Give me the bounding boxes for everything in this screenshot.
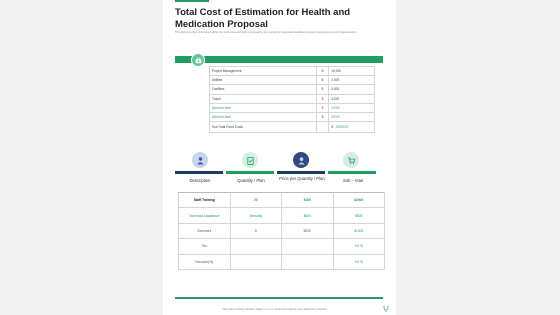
detail-subtotal: XX % [333, 254, 385, 269]
cost-currency: $ [316, 103, 329, 112]
medical-kit-icon [191, 53, 205, 67]
detail-price: $200 [282, 223, 333, 238]
clipboard-icon [242, 152, 258, 168]
detail-description: Tax [179, 239, 231, 254]
detail-subtotal: $500 [333, 208, 385, 223]
header-subtotal: Sub – total [342, 178, 364, 183]
top-accent-line [175, 0, 209, 2]
cost-label: Project Management [210, 67, 317, 76]
detail-description: Discount(%) [179, 254, 231, 269]
total-currency: $ [331, 125, 334, 130]
cost-label: Add text here [210, 112, 317, 121]
detail-row [179, 208, 385, 223]
section-banner [175, 56, 383, 63]
cart-icon [343, 152, 359, 168]
page-description: This slide provides information about the total cost estimation proposed by the vendor for integrated healthcare system development and implementation. [175, 31, 357, 34]
cost-currency: $ [316, 112, 329, 121]
cost-row [210, 103, 375, 112]
cost-label: Add text here [210, 103, 317, 112]
column-bar-subtotal [328, 171, 376, 174]
person-icon [293, 152, 309, 168]
detail-description: Seminars [179, 223, 231, 238]
cost-amount: 3,000 [329, 94, 375, 103]
fixed-cost-table [209, 66, 375, 133]
total-amount [329, 122, 375, 133]
cost-amount: 15,000 [329, 67, 375, 76]
detail-quantity: 5 [230, 223, 282, 238]
cost-currency: $ [316, 76, 329, 85]
cost-currency: $ [316, 94, 329, 103]
cost-total-row [210, 122, 375, 133]
doctor-icon [192, 152, 208, 168]
detail-quantity: 20 [230, 193, 282, 208]
page-title: Total Cost of Estimation for Health and Medication Proposal [175, 7, 351, 30]
cost-detail-table [178, 192, 385, 270]
stethoscope-icon [383, 305, 389, 312]
detail-description: Staff Training [179, 193, 231, 208]
bottom-accent-bar [175, 297, 383, 299]
total-value: XXXXXX [335, 125, 349, 130]
cost-row [210, 85, 375, 94]
detail-row [179, 223, 385, 238]
detail-row [179, 254, 385, 269]
detail-quantity: Annually [230, 208, 282, 223]
column-bar-price [277, 171, 325, 174]
detail-subtotal: XX % [333, 239, 385, 254]
column-icon-row [175, 152, 383, 174]
column-headers [175, 176, 383, 190]
column-bar-description [175, 171, 223, 174]
total-label: Sub Total Fixed Costs [210, 122, 317, 133]
detail-subtotal: $2000 [333, 193, 385, 208]
cost-amount: 2,500 [329, 76, 375, 85]
cost-label: Utilities [210, 76, 317, 85]
cost-label: Facilities [210, 85, 317, 94]
detail-description: Technical Assistance [179, 208, 231, 223]
cost-row [210, 112, 375, 121]
detail-subtotal: $1000 [333, 223, 385, 238]
detail-price: $100 [282, 193, 333, 208]
detail-price [282, 254, 333, 269]
cost-amount: 3,500 [329, 85, 375, 94]
header-quantity: Quantity / Plan [237, 178, 265, 183]
cost-label: Travel [210, 94, 317, 103]
detail-price [282, 239, 333, 254]
detail-row [179, 239, 385, 254]
detail-quantity [230, 254, 282, 269]
cost-row [210, 76, 375, 85]
cost-currency: $ [316, 85, 329, 94]
cost-row [210, 94, 375, 103]
detail-row [179, 193, 385, 208]
detail-quantity [230, 239, 282, 254]
header-description: Description [189, 178, 211, 183]
header-price: Price per Quantity / Plan [279, 176, 325, 181]
cost-row [210, 67, 375, 76]
cost-amount: XXXX [329, 103, 375, 112]
detail-price: $500 [282, 208, 333, 223]
column-bar-quantity [226, 171, 274, 174]
cost-amount: XXXX [329, 112, 375, 121]
cost-currency: $ [316, 67, 329, 76]
footer-note: This slide is 100% editable. Adapt it to your needs and capture your audience's attention. [222, 308, 328, 311]
